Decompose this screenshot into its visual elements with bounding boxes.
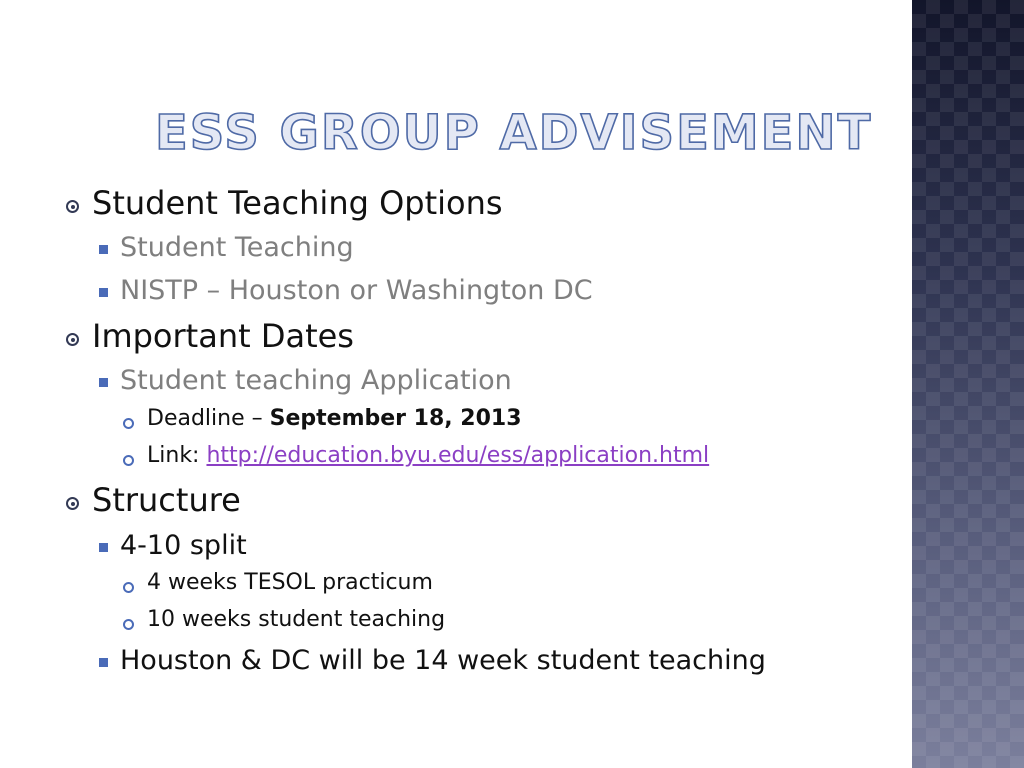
slide-title: ESS GROUP ADVISEMENT (155, 105, 873, 161)
link-line (147, 443, 709, 468)
list-item: Student Teaching (120, 232, 354, 263)
section-heading-important-dates: Important Dates (92, 317, 354, 355)
circle-bullet-icon (66, 200, 79, 213)
list-item: Houston & DC will be 14 week student teaching (120, 645, 766, 676)
square-bullet-icon (99, 288, 108, 297)
circle-bullet-icon (66, 333, 79, 346)
decorative-side-band (912, 0, 1024, 768)
list-item: NISTP – Houston or Washington DC (120, 275, 593, 306)
ring-bullet-icon (123, 582, 134, 593)
list-subitem: 4 weeks TESOL practicum (147, 570, 433, 595)
square-bullet-icon (99, 378, 108, 387)
section-heading-student-teaching-options: Student Teaching Options (92, 184, 503, 222)
deadline-line (147, 406, 522, 431)
list-subitem: 10 weeks student teaching (147, 607, 446, 632)
deadline-label: Deadline – (147, 406, 270, 431)
square-bullet-icon (99, 658, 108, 667)
deadline-date: September 18, 2013 (269, 406, 522, 431)
square-bullet-icon (99, 543, 108, 552)
ring-bullet-icon (123, 619, 134, 630)
list-item: Student teaching Application (120, 365, 512, 396)
list-item: 4-10 split (120, 530, 247, 561)
section-heading-structure: Structure (92, 481, 241, 519)
link-label: Link: (147, 443, 207, 468)
ring-bullet-icon (123, 418, 134, 429)
application-link[interactable]: http://education.byu.edu/ess/application.html (206, 443, 710, 468)
square-bullet-icon (99, 245, 108, 254)
ring-bullet-icon (123, 455, 134, 466)
circle-bullet-icon (66, 497, 79, 510)
